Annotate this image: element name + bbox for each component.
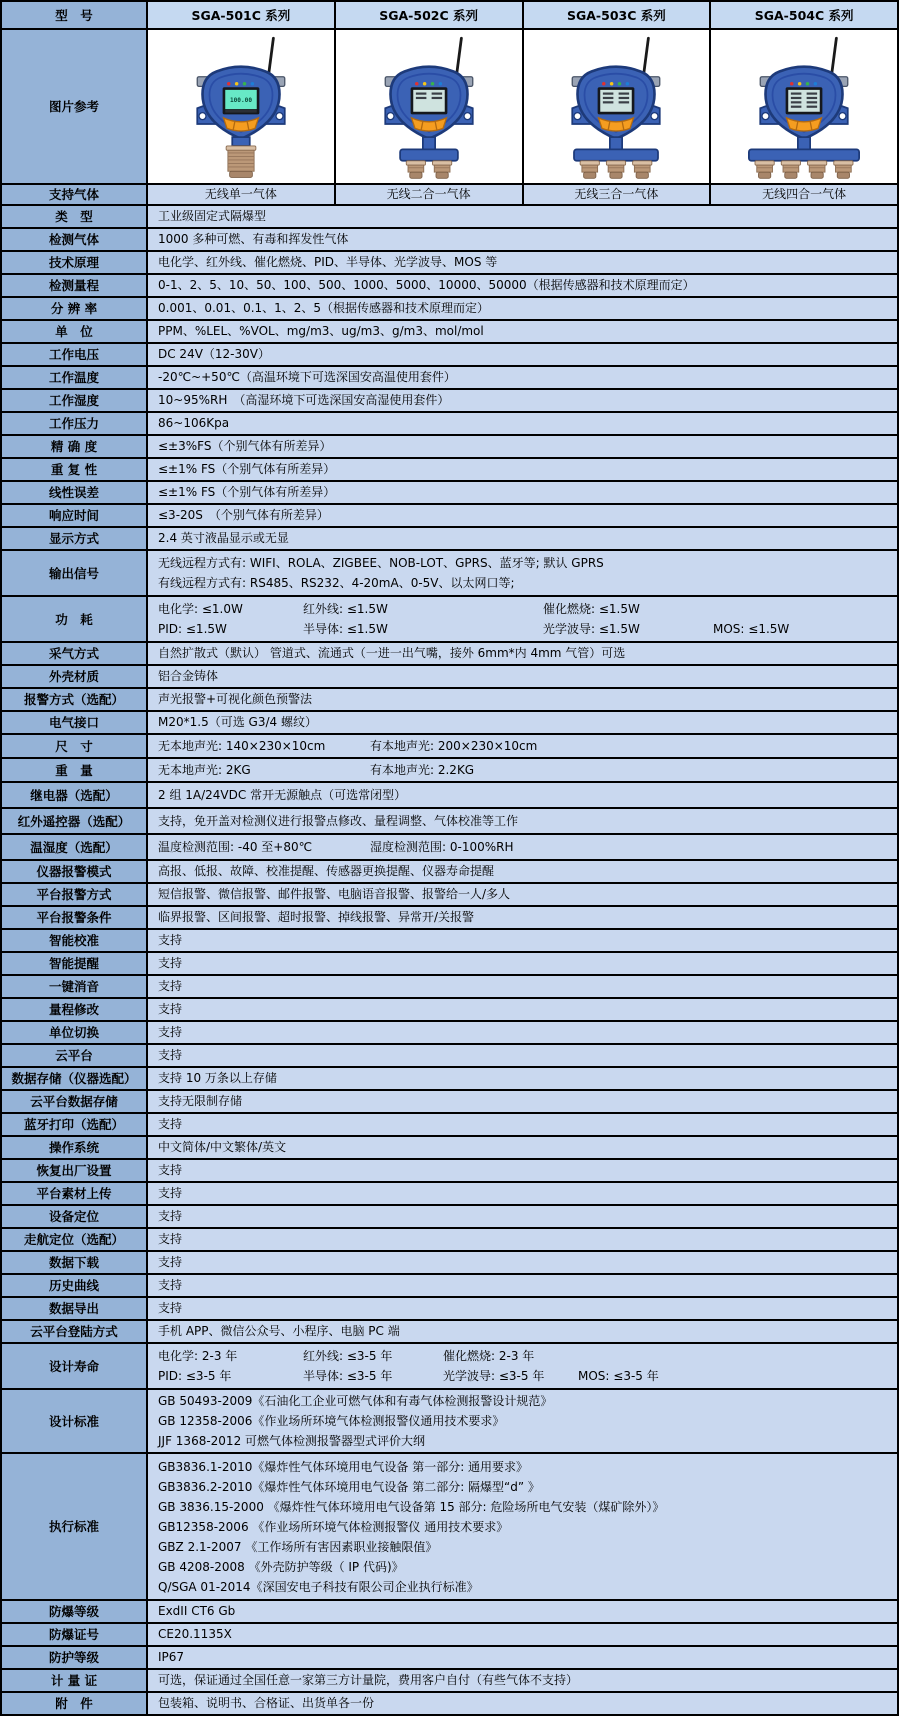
row-label: 云平台登陆方式 bbox=[2, 1321, 148, 1342]
row-value bbox=[148, 835, 897, 859]
spec-row bbox=[2, 953, 897, 976]
row-value: 临界报警、区间报警、超时报警、掉线报警、异常开/关报警 bbox=[148, 907, 897, 928]
spec-row bbox=[2, 809, 897, 835]
row-label: 工作温度 bbox=[2, 367, 148, 388]
spec-row bbox=[2, 528, 897, 551]
row-value: 短信报警、微信报警、邮件报警、电脑语音报警、报警给一人/多人 bbox=[148, 884, 897, 905]
image-row bbox=[2, 30, 897, 185]
spec-row bbox=[2, 1321, 897, 1344]
value-line bbox=[158, 837, 891, 857]
row-label: 历史曲线 bbox=[2, 1275, 148, 1296]
value-line: GB 3836.15-2000 《爆炸性气体环境用电气设备第 15 部分: 危险场所电气安装（煤矿除外）》 bbox=[158, 1499, 665, 1514]
spec-row bbox=[2, 999, 897, 1022]
row-label: 红外遥控器（选配） bbox=[2, 809, 148, 833]
row-value bbox=[148, 597, 897, 641]
row-label: 工作湿度 bbox=[2, 390, 148, 411]
value-line: GB3836.1-2010《爆炸性气体环境用电气设备 第一部分: 通用要求》 bbox=[158, 1459, 529, 1474]
value-segment: MOS: ≤3-5 年 bbox=[578, 1369, 659, 1383]
spec-row bbox=[2, 1693, 897, 1714]
row-value: ≤±3%FS（个别气体有所差异） bbox=[148, 436, 897, 457]
row-value: 可选，保证通过全国任意一家第三方计量院，费用客户自付（有些气体不支持） bbox=[148, 1670, 897, 1691]
row-label: 设计标准 bbox=[2, 1390, 148, 1452]
spec-row bbox=[2, 1160, 897, 1183]
value-line: GB12358-2006 《作业场所环境气体检测报警仪 通用技术要求》 bbox=[158, 1519, 509, 1534]
row-value: 支持 bbox=[148, 1298, 897, 1319]
row-value: PPM、%LEL、%VOL、mg/m3、ug/m3、g/m3、mol/mol bbox=[148, 321, 897, 342]
svg-text:100.00: 100.00 bbox=[229, 97, 252, 105]
row-label: 防护等级 bbox=[2, 1647, 148, 1668]
spec-row bbox=[2, 1601, 897, 1624]
row-label: 尺 寸 bbox=[2, 735, 148, 757]
row-label: 工作压力 bbox=[2, 413, 148, 434]
row-value: 支持 bbox=[148, 1022, 897, 1043]
row-value: 2 组 1A/24VDC 常开无源触点（可选常闭型） bbox=[148, 783, 897, 807]
row-value: 电化学、红外线、催化燃烧、PID、半导体、光学波导、MOS 等 bbox=[148, 252, 897, 273]
row-label: 响应时间 bbox=[2, 505, 148, 526]
spec-row bbox=[2, 976, 897, 999]
row-label: 采气方式 bbox=[2, 643, 148, 664]
row-value: 支持 bbox=[148, 1183, 897, 1204]
row-label: 单 位 bbox=[2, 321, 148, 342]
value-segment: 催化燃烧: ≤1.5W bbox=[543, 602, 640, 616]
row-label: 仪器报警模式 bbox=[2, 861, 148, 882]
row-value: 支持 bbox=[148, 999, 897, 1020]
supported-gas-1: 无线单一气体 bbox=[148, 185, 336, 204]
series-header-1: SGA-501C 系列 bbox=[148, 2, 336, 28]
row-value: 工业级固定式隔爆型 bbox=[148, 206, 897, 227]
spec-row bbox=[2, 229, 897, 252]
supported-gas-cells bbox=[148, 185, 897, 204]
row-value: 支持无限制存储 bbox=[148, 1091, 897, 1112]
spec-row bbox=[2, 930, 897, 953]
value-segment: 无本地声光: 2KG bbox=[158, 763, 251, 777]
value-segment: MOS: ≤1.5W bbox=[713, 622, 790, 636]
spec-row bbox=[2, 551, 897, 597]
row-value: DC 24V（12-30V） bbox=[148, 344, 897, 365]
value-line: GB 50493-2009《石油化工企业可燃气体和有毒气体检测报警设计规范》 bbox=[158, 1394, 553, 1408]
value-segment: PID: ≤1.5W bbox=[158, 622, 227, 636]
value-line bbox=[158, 1366, 891, 1386]
row-value: -20℃~+50℃（高温环境下可选深国安高温使用套件） bbox=[148, 367, 897, 388]
spec-row bbox=[2, 1022, 897, 1045]
spec-row bbox=[2, 759, 897, 783]
value-segment: 红外线: ≤3-5 年 bbox=[303, 1349, 393, 1363]
row-label: 检测气体 bbox=[2, 229, 148, 250]
spec-row bbox=[2, 835, 897, 861]
supported-gas-2: 无线二合一气体 bbox=[336, 185, 524, 204]
spec-row bbox=[2, 390, 897, 413]
value-line: GB 4208-2008 《外壳防护等级（ IP 代码)》 bbox=[158, 1559, 404, 1574]
value-segment: 湿度检测范围: 0-100%RH bbox=[370, 840, 514, 854]
row-label: 重 量 bbox=[2, 759, 148, 781]
row-label: 温湿度（选配） bbox=[2, 835, 148, 859]
value-segment: 光学波导: ≤1.5W bbox=[543, 622, 640, 636]
row-value bbox=[148, 1390, 897, 1452]
spec-row bbox=[2, 321, 897, 344]
row-label: 平台报警条件 bbox=[2, 907, 148, 928]
spec-row bbox=[2, 1114, 897, 1137]
row-label: 防爆证号 bbox=[2, 1624, 148, 1645]
row-value: 1000 多种可燃、有毒和挥发性气体 bbox=[148, 229, 897, 250]
value-segment: PID: ≤3-5 年 bbox=[158, 1369, 232, 1383]
spec-row bbox=[2, 1045, 897, 1068]
row-value: 支持 bbox=[148, 1114, 897, 1135]
row-label: 数据下载 bbox=[2, 1252, 148, 1273]
row-label: 数据导出 bbox=[2, 1298, 148, 1319]
row-label: 云平台数据存储 bbox=[2, 1091, 148, 1112]
row-value: ExdII CT6 Gb bbox=[148, 1601, 897, 1622]
spec-row bbox=[2, 1183, 897, 1206]
value-line bbox=[158, 599, 891, 619]
row-label: 线性误差 bbox=[2, 482, 148, 503]
row-value: 高报、低报、故障、校准提醒、传感器更换提醒、仪器寿命提醒 bbox=[148, 861, 897, 882]
row-value: 2.4 英寸液晶显示或无显 bbox=[148, 528, 897, 549]
spec-row bbox=[2, 643, 897, 666]
header-series-cells bbox=[148, 2, 897, 28]
value-segment: 红外线: ≤1.5W bbox=[303, 602, 388, 616]
row-label: 工作电压 bbox=[2, 344, 148, 365]
row-value: 0-1、2、5、10、50、100、500、1000、5000、10000、50000（根据传感器和技术原理而定） bbox=[148, 275, 897, 296]
row-label: 外壳材质 bbox=[2, 666, 148, 687]
spec-row bbox=[2, 1068, 897, 1091]
supported-gas-label: 支持气体 bbox=[2, 185, 148, 204]
spec-row bbox=[2, 907, 897, 930]
series-header-2: SGA-502C 系列 bbox=[336, 2, 524, 28]
row-value bbox=[148, 759, 897, 781]
row-value bbox=[148, 1344, 897, 1388]
value-segment: 有本地声光: 200×230×10cm bbox=[370, 739, 538, 753]
row-label: 量程修改 bbox=[2, 999, 148, 1020]
spec-row bbox=[2, 482, 897, 505]
spec-row bbox=[2, 252, 897, 275]
row-value: 支持 bbox=[148, 1275, 897, 1296]
row-value: M20*1.5（可选 G3/4 螺纹） bbox=[148, 712, 897, 733]
row-label: 设备定位 bbox=[2, 1206, 148, 1227]
row-value: 0.001、0.01、0.1、1、2、5（根据传感器和技术原理而定） bbox=[148, 298, 897, 319]
row-label: 计 量 证 bbox=[2, 1670, 148, 1691]
spec-rows-container bbox=[2, 206, 897, 1714]
value-line: 有线远程方式有: RS485、RS232、4-20mA、0-5V、以太网口等; bbox=[158, 576, 515, 590]
row-value: 声光报警+可视化颜色预警法 bbox=[148, 689, 897, 710]
row-label: 分 辨 率 bbox=[2, 298, 148, 319]
row-value: 支持 bbox=[148, 1045, 897, 1066]
row-value: 支持 bbox=[148, 953, 897, 974]
value-segment: 无本地声光: 140×230×10cm bbox=[158, 739, 326, 753]
row-value: 10~95%RH （高湿环境下可选深国安高湿使用套件） bbox=[148, 390, 897, 411]
value-segment: 电化学: ≤1.0W bbox=[158, 602, 243, 616]
spec-row bbox=[2, 206, 897, 229]
value-segment: 半导体: ≤1.5W bbox=[303, 622, 388, 636]
spec-row bbox=[2, 1647, 897, 1670]
row-value: ≤±1% FS（个别气体有所差异） bbox=[148, 459, 897, 480]
device-image-sga-503c bbox=[524, 30, 712, 183]
row-label: 智能校准 bbox=[2, 930, 148, 951]
spec-row bbox=[2, 298, 897, 321]
spec-row bbox=[2, 1298, 897, 1321]
row-value bbox=[148, 735, 897, 757]
series-header-4: SGA-504C 系列 bbox=[711, 2, 897, 28]
value-segment: 温度检测范围: -40 至+80℃ bbox=[158, 840, 313, 854]
spec-row bbox=[2, 1275, 897, 1298]
device-image-sga-502c bbox=[336, 30, 524, 183]
spec-row bbox=[2, 1229, 897, 1252]
value-segment: 电化学: 2-3 年 bbox=[158, 1349, 238, 1363]
row-label: 防爆等级 bbox=[2, 1601, 148, 1622]
row-value: 支持 bbox=[148, 1252, 897, 1273]
value-line: GB 12358-2006《作业场所环境气体检测报警仪通用技术要求》 bbox=[158, 1414, 505, 1428]
row-value: 支持 bbox=[148, 976, 897, 997]
row-label: 平台素材上传 bbox=[2, 1183, 148, 1204]
row-label: 云平台 bbox=[2, 1045, 148, 1066]
value-line bbox=[158, 760, 891, 780]
spec-row bbox=[2, 1390, 897, 1454]
row-label: 附 件 bbox=[2, 1693, 148, 1714]
row-value: IP67 bbox=[148, 1647, 897, 1668]
device-image-cells bbox=[148, 30, 897, 183]
spec-row bbox=[2, 1454, 897, 1601]
row-label: 数据存储（仪器选配） bbox=[2, 1068, 148, 1089]
row-label: 精 确 度 bbox=[2, 436, 148, 457]
row-value: 自然扩散式（默认） 管道式、流通式（一进一出气嘴，接外 6mm*内 4mm 气管）可选 bbox=[148, 643, 897, 664]
row-label: 检测量程 bbox=[2, 275, 148, 296]
row-value: 支持 10 万条以上存储 bbox=[148, 1068, 897, 1089]
row-label: 显示方式 bbox=[2, 528, 148, 549]
value-line bbox=[158, 1346, 891, 1366]
row-value: ≤±1% FS（个别气体有所差异） bbox=[148, 482, 897, 503]
spec-row bbox=[2, 666, 897, 689]
value-line: Q/SGA 01-2014《深国安电子科技有限公司企业执行标准》 bbox=[158, 1579, 479, 1594]
row-value bbox=[148, 1454, 897, 1599]
value-segment: 催化燃烧: 2-3 年 bbox=[443, 1349, 535, 1363]
row-label: 技术原理 bbox=[2, 252, 148, 273]
value-line bbox=[158, 736, 891, 756]
header-row bbox=[2, 2, 897, 30]
value-line bbox=[158, 619, 891, 639]
spec-row bbox=[2, 275, 897, 298]
spec-row bbox=[2, 735, 897, 759]
row-label: 电气接口 bbox=[2, 712, 148, 733]
row-label: 输出信号 bbox=[2, 551, 148, 595]
row-value: CE20.1135X bbox=[148, 1624, 897, 1645]
row-value: ≤3-20S （个别气体有所差异） bbox=[148, 505, 897, 526]
row-value: 支持 bbox=[148, 930, 897, 951]
row-label: 一键消音 bbox=[2, 976, 148, 997]
spec-row bbox=[2, 712, 897, 735]
value-segment: 半导体: ≤3-5 年 bbox=[303, 1369, 393, 1383]
value-line: GBZ 2.1-2007 《工作场所有害因素职业接触限值》 bbox=[158, 1539, 438, 1554]
row-value: 86~106Kpa bbox=[148, 413, 897, 434]
spec-row bbox=[2, 344, 897, 367]
spec-row bbox=[2, 505, 897, 528]
row-label: 重 复 性 bbox=[2, 459, 148, 480]
supported-gas-3: 无线三合一气体 bbox=[524, 185, 712, 204]
row-label: 设计寿命 bbox=[2, 1344, 148, 1388]
row-label: 功 耗 bbox=[2, 597, 148, 641]
spec-row bbox=[2, 1252, 897, 1275]
row-value bbox=[148, 551, 897, 595]
row-label: 类 型 bbox=[2, 206, 148, 227]
row-label: 走航定位（选配） bbox=[2, 1229, 148, 1250]
row-label: 执行标准 bbox=[2, 1454, 148, 1599]
value-line: GB3836.2-2010《爆炸性气体环境用电气设备 第二部分: 隔爆型“d” 》 bbox=[158, 1479, 540, 1494]
supported-gas-row bbox=[2, 185, 897, 206]
spec-row bbox=[2, 1344, 897, 1390]
row-label: 继电器（选配） bbox=[2, 783, 148, 807]
spec-row bbox=[2, 413, 897, 436]
value-line: 无线远程方式有: WIFI、ROLA、ZIGBEE、NOB-LOT、GPRS、蓝牙等; 默认 GPRS bbox=[158, 556, 604, 570]
row-label: 报警方式（选配） bbox=[2, 689, 148, 710]
value-segment: 有本地声光: 2.2KG bbox=[370, 763, 475, 777]
spec-row bbox=[2, 436, 897, 459]
image-row-label: 图片参考 bbox=[2, 30, 148, 183]
supported-gas-4: 无线四合一气体 bbox=[711, 185, 897, 204]
spec-row bbox=[2, 689, 897, 712]
row-label: 单位切换 bbox=[2, 1022, 148, 1043]
spec-row bbox=[2, 367, 897, 390]
spec-row bbox=[2, 1670, 897, 1693]
row-value: 手机 APP、微信公众号、小程序、电脑 PC 端 bbox=[148, 1321, 897, 1342]
device-image-sga-501c bbox=[148, 30, 336, 183]
row-value: 支持 bbox=[148, 1160, 897, 1181]
row-label: 蓝牙打印（选配） bbox=[2, 1114, 148, 1135]
row-value: 铝合金铸体 bbox=[148, 666, 897, 687]
row-label: 恢复出厂设置 bbox=[2, 1160, 148, 1181]
row-label: 操作系统 bbox=[2, 1137, 148, 1158]
row-value: 支持 bbox=[148, 1206, 897, 1227]
value-line: JJF 1368-2012 可燃气体检测报警器型式评价大纲 bbox=[158, 1434, 426, 1448]
device-image-sga-504c bbox=[711, 30, 897, 183]
spec-row bbox=[2, 597, 897, 643]
spec-row bbox=[2, 1206, 897, 1229]
header-model-label: 型 号 bbox=[2, 2, 148, 28]
series-header-3: SGA-503C 系列 bbox=[524, 2, 712, 28]
row-value: 中文简体/中文繁体/英文 bbox=[148, 1137, 897, 1158]
spec-row bbox=[2, 884, 897, 907]
row-value: 支持 bbox=[148, 1229, 897, 1250]
spec-row bbox=[2, 459, 897, 482]
spec-row bbox=[2, 1624, 897, 1647]
value-segment: 光学波导: ≤3-5 年 bbox=[443, 1369, 545, 1383]
row-label: 平台报警方式 bbox=[2, 884, 148, 905]
row-value: 包装箱、说明书、合格证、出货单各一份 bbox=[148, 1693, 897, 1714]
spec-row bbox=[2, 783, 897, 809]
spec-row bbox=[2, 861, 897, 884]
spec-row bbox=[2, 1137, 897, 1160]
row-label: 智能提醒 bbox=[2, 953, 148, 974]
spec-row bbox=[2, 1091, 897, 1114]
row-value: 支持，免开盖对检测仪进行报警点修改、量程调整、气体校准等工作 bbox=[148, 809, 897, 833]
